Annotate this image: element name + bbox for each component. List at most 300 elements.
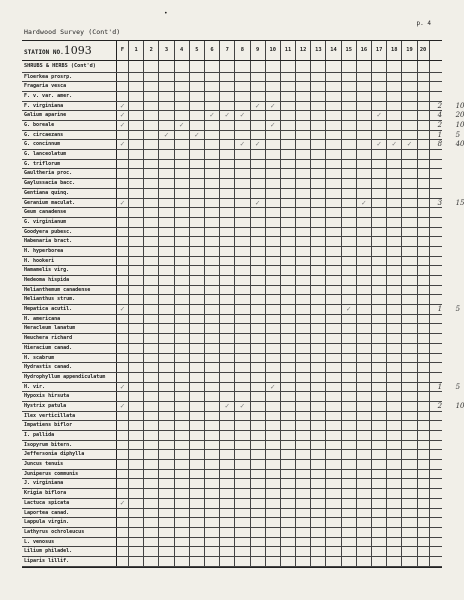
tally-cell <box>387 470 402 479</box>
tally-cell <box>418 160 430 169</box>
tally-cell <box>205 528 220 537</box>
tally-cell <box>235 373 250 382</box>
tally-cell <box>402 82 417 91</box>
tally-cell <box>326 218 341 227</box>
tally-cell <box>175 392 190 401</box>
tally-cell <box>144 334 159 343</box>
tally-cell <box>387 538 402 547</box>
species-name: Ilex verticillata <box>22 412 117 421</box>
tally-cell <box>129 228 144 237</box>
tally-cell <box>190 189 205 198</box>
table-row <box>22 247 442 257</box>
tally-cell <box>129 412 144 421</box>
tally-cell <box>190 402 205 411</box>
station-number: 1093 <box>63 44 92 57</box>
tally-cell <box>387 150 402 159</box>
tally-cell <box>117 169 129 178</box>
table-row <box>22 140 464 150</box>
species-name: Hydrophyllum appendiculatum <box>22 373 117 382</box>
section-blank-cell <box>311 61 326 72</box>
tally-cell <box>159 266 174 275</box>
tally-cell <box>129 509 144 518</box>
tally-cell <box>266 305 281 314</box>
tally-cell <box>220 179 235 188</box>
tally-cell <box>117 237 129 246</box>
tally-cell <box>190 354 205 363</box>
tally-cell <box>251 179 266 188</box>
tally-cell <box>402 363 417 372</box>
tally-cell <box>144 412 159 421</box>
tally-cell <box>220 538 235 547</box>
tally-cell <box>326 528 341 537</box>
tally-cell <box>387 266 402 275</box>
tally-cell <box>235 421 250 430</box>
tally-cell <box>235 247 250 256</box>
species-name: Hystrix patula <box>22 402 117 411</box>
tally-cell <box>326 82 341 91</box>
tally-cell <box>205 412 220 421</box>
species-name: Gaultheria proc. <box>22 169 117 178</box>
column-header-7: 7 <box>220 41 235 60</box>
check-mark: ✓ <box>119 305 126 314</box>
tally-cell <box>402 450 417 459</box>
tally-cell <box>296 412 311 421</box>
tally-cell <box>418 538 430 547</box>
tally-cell <box>251 344 266 353</box>
tally-cell <box>402 354 417 363</box>
tally-cell <box>266 92 281 101</box>
tally-cell <box>281 460 296 469</box>
tally-cell <box>190 412 205 421</box>
tally-cell <box>402 73 417 82</box>
tally-cell <box>418 295 430 304</box>
tally-cell <box>372 392 387 401</box>
tally-cell <box>190 73 205 82</box>
tally-cell <box>220 111 235 120</box>
tally-cell <box>175 450 190 459</box>
tally-cell <box>175 547 190 556</box>
tally-cell <box>205 450 220 459</box>
tally-cell <box>387 402 402 411</box>
summary-cell <box>430 189 442 198</box>
tally-cell <box>251 421 266 430</box>
tally-cell <box>342 266 357 275</box>
table-row <box>22 286 442 296</box>
tally-cell <box>117 450 129 459</box>
tally-cell <box>342 257 357 266</box>
tally-cell <box>357 324 372 333</box>
tally-cell <box>402 489 417 498</box>
check-mark: ✓ <box>119 101 126 110</box>
tally-cell <box>402 324 417 333</box>
tally-cell <box>144 286 159 295</box>
tally-cell <box>117 354 129 363</box>
tally-cell <box>175 266 190 275</box>
tally-cell <box>311 489 326 498</box>
check-mark: ✓ <box>178 121 185 130</box>
tally-cell <box>235 305 250 314</box>
tally-cell <box>311 305 326 314</box>
tally-cell <box>129 73 144 82</box>
tally-cell <box>251 228 266 237</box>
tally-cell <box>357 150 372 159</box>
species-name: Lathyrus ochroleucus <box>22 528 117 537</box>
column-header-3: 3 <box>159 41 174 60</box>
frequency-count: 1 <box>437 305 443 314</box>
column-header-15: 15 <box>342 41 357 60</box>
tally-cell <box>296 199 311 208</box>
tally-cell <box>117 111 129 120</box>
tally-cell <box>266 131 281 140</box>
tally-cell <box>117 102 129 111</box>
tally-cell <box>251 140 266 149</box>
tally-cell <box>326 441 341 450</box>
species-name: Habenaria bract. <box>22 237 117 246</box>
tally-cell <box>357 208 372 217</box>
tally-cell <box>144 470 159 479</box>
table-row <box>22 499 442 509</box>
tally-cell <box>266 547 281 556</box>
summary-cell <box>430 441 442 450</box>
table-row <box>22 334 442 344</box>
tally-cell <box>387 528 402 537</box>
table-row <box>22 479 442 489</box>
tally-cell <box>205 247 220 256</box>
tally-cell <box>357 334 372 343</box>
tally-cell <box>357 102 372 111</box>
stray-mark: • <box>164 10 168 17</box>
tally-cell <box>144 373 159 382</box>
tally-cell <box>326 392 341 401</box>
tally-cell <box>296 392 311 401</box>
tally-cell <box>205 363 220 372</box>
species-name: F. v. var. amer. <box>22 92 117 101</box>
tally-cell <box>266 237 281 246</box>
tally-cell <box>159 363 174 372</box>
tally-cell <box>357 547 372 556</box>
check-mark: ✓ <box>209 111 215 120</box>
section-blank-cell <box>418 61 430 72</box>
tally-cell <box>205 334 220 343</box>
tally-cell <box>175 92 190 101</box>
tally-cell <box>281 276 296 285</box>
tally-cell <box>175 286 190 295</box>
tally-cell <box>190 237 205 246</box>
tally-cell <box>418 102 430 111</box>
tally-cell <box>311 140 326 149</box>
tally-cell <box>342 363 357 372</box>
tally-cell <box>387 315 402 324</box>
tally-cell <box>311 92 326 101</box>
tally-cell <box>342 450 357 459</box>
species-name: Goodyera pubesc. <box>22 228 117 237</box>
species-name: Geranium maculat. <box>22 199 117 208</box>
tally-cell <box>235 92 250 101</box>
table-row <box>22 392 442 402</box>
tally-cell <box>357 257 372 266</box>
tally-cell <box>266 509 281 518</box>
tally-cell <box>175 489 190 498</box>
section-blank-cell <box>144 61 159 72</box>
table-row <box>22 130 461 141</box>
tally-cell <box>372 286 387 295</box>
tally-cell <box>205 150 220 159</box>
tally-cell <box>418 383 430 392</box>
tally-cell <box>251 102 266 111</box>
summary-cell <box>430 266 442 275</box>
tally-cell <box>251 92 266 101</box>
tally-cell <box>129 131 144 140</box>
tally-cell <box>205 286 220 295</box>
species-name: Gaylussacia bacc. <box>22 179 117 188</box>
tally-cell <box>159 218 174 227</box>
frequency-percent: 40 <box>455 140 464 149</box>
table-row <box>22 324 442 334</box>
tally-cell <box>357 518 372 527</box>
tally-cell <box>372 102 387 111</box>
check-mark: ✓ <box>119 401 126 410</box>
tally-cell <box>251 295 266 304</box>
tally-cell <box>129 315 144 324</box>
tally-cell <box>402 257 417 266</box>
tally-cell <box>372 344 387 353</box>
tally-cell <box>281 315 296 324</box>
tally-cell <box>144 431 159 440</box>
column-header-f: F <box>117 41 129 60</box>
tally-cell <box>129 189 144 198</box>
tally-cell <box>117 460 129 469</box>
tally-cell <box>326 402 341 411</box>
station-label: STATION NO. <box>24 49 64 56</box>
tally-cell <box>326 547 341 556</box>
tally-cell <box>387 354 402 363</box>
tally-cell <box>357 73 372 82</box>
summary-cell <box>430 412 442 421</box>
tally-cell <box>357 363 372 372</box>
tally-cell <box>235 218 250 227</box>
tally-cell <box>220 460 235 469</box>
summary-cell <box>430 276 442 285</box>
tally-cell <box>281 421 296 430</box>
tally-cell <box>129 334 144 343</box>
tally-cell <box>144 121 159 130</box>
table-row <box>22 150 442 160</box>
tally-cell <box>251 266 266 275</box>
tally-cell <box>205 392 220 401</box>
tally-cell <box>190 160 205 169</box>
tally-cell <box>296 237 311 246</box>
tally-cell <box>175 82 190 91</box>
species-name: G. virginianum <box>22 218 117 227</box>
column-header-18: 18 <box>387 41 402 60</box>
tally-cell <box>220 266 235 275</box>
tally-cell <box>326 286 341 295</box>
tally-cell <box>235 276 250 285</box>
tally-cell <box>281 247 296 256</box>
species-name: Laportea canad. <box>22 509 117 518</box>
tally-cell <box>220 344 235 353</box>
summary-cell <box>430 73 442 82</box>
tally-cell <box>357 373 372 382</box>
tally-cell <box>129 286 144 295</box>
tally-cell <box>296 121 311 130</box>
section-blank-cell <box>402 61 417 72</box>
tally-cell <box>159 470 174 479</box>
tally-cell <box>372 383 387 392</box>
tally-cell <box>281 237 296 246</box>
tally-cell <box>402 102 417 111</box>
tally-cell <box>326 150 341 159</box>
tally-cell <box>220 334 235 343</box>
section-blank-cell <box>251 61 266 72</box>
tally-cell <box>296 557 311 566</box>
tally-cell <box>159 489 174 498</box>
tally-cell <box>220 208 235 217</box>
tally-cell <box>311 392 326 401</box>
tally-cell <box>205 160 220 169</box>
tally-cell <box>220 354 235 363</box>
tally-cell <box>281 131 296 140</box>
tally-cell <box>296 460 311 469</box>
summary-cell <box>430 450 442 459</box>
tally-cell <box>418 431 430 440</box>
tally-cell <box>266 557 281 566</box>
tally-cell <box>251 460 266 469</box>
tally-cell <box>251 373 266 382</box>
section-blank-cell <box>357 61 372 72</box>
tally-cell <box>387 189 402 198</box>
tally-cell <box>205 131 220 140</box>
tally-cell <box>235 160 250 169</box>
species-name: Juncus tenuis <box>22 460 117 469</box>
tally-cell <box>372 247 387 256</box>
tally-cell <box>326 257 341 266</box>
tally-cell <box>296 228 311 237</box>
tally-cell <box>418 373 430 382</box>
tally-cell <box>402 237 417 246</box>
tally-cell <box>251 160 266 169</box>
frequency-count: 1 <box>437 382 443 391</box>
tally-cell <box>281 295 296 304</box>
tally-cell <box>342 218 357 227</box>
tally-cell <box>175 479 190 488</box>
tally-cell <box>372 557 387 566</box>
tally-cell <box>402 538 417 547</box>
tally-cell <box>205 276 220 285</box>
tally-cell <box>357 499 372 508</box>
tally-cell <box>357 489 372 498</box>
tally-cell <box>281 160 296 169</box>
tally-cell <box>266 528 281 537</box>
tally-cell <box>190 305 205 314</box>
tally-cell <box>144 218 159 227</box>
tally-cell <box>387 160 402 169</box>
tally-cell <box>281 199 296 208</box>
tally-cell <box>281 73 296 82</box>
tally-cell <box>418 460 430 469</box>
frequency-count: 2 <box>437 101 443 110</box>
column-header-14: 14 <box>326 41 341 60</box>
check-mark: ✓ <box>163 130 170 139</box>
tally-cell <box>220 315 235 324</box>
tally-cell <box>387 102 402 111</box>
species-name: G. boreale <box>22 121 117 130</box>
tally-cell <box>418 412 430 421</box>
section-blank-cell <box>159 61 174 72</box>
tally-cell <box>235 412 250 421</box>
tally-cell <box>387 140 402 149</box>
tally-cell <box>205 402 220 411</box>
tally-cell <box>266 460 281 469</box>
tally-cell <box>311 557 326 566</box>
tally-cell <box>251 82 266 91</box>
tally-cell <box>387 305 402 314</box>
tally-cell <box>418 363 430 372</box>
tally-cell <box>159 179 174 188</box>
tally-cell <box>175 257 190 266</box>
tally-cell <box>159 73 174 82</box>
frequency-percent: 20 <box>455 111 464 120</box>
tally-cell <box>251 538 266 547</box>
tally-cell <box>205 208 220 217</box>
tally-cell <box>144 538 159 547</box>
tally-cell <box>387 441 402 450</box>
summary-cell <box>430 247 442 256</box>
tally-cell <box>205 121 220 130</box>
tally-cell <box>117 518 129 527</box>
tally-cell <box>402 315 417 324</box>
tally-cell <box>190 266 205 275</box>
tally-cell <box>129 344 144 353</box>
tally-cell <box>235 179 250 188</box>
tally-cell <box>159 111 174 120</box>
frequency-percent: 10 <box>455 121 464 130</box>
tally-cell <box>144 228 159 237</box>
tally-cell <box>117 509 129 518</box>
tally-cell <box>251 431 266 440</box>
tally-cell <box>175 276 190 285</box>
tally-cell <box>402 509 417 518</box>
tally-cell <box>296 354 311 363</box>
table-row <box>22 528 442 538</box>
tally-cell <box>129 199 144 208</box>
table-row <box>22 382 461 393</box>
tally-cell <box>296 150 311 159</box>
tally-cell <box>251 509 266 518</box>
tally-cell <box>129 150 144 159</box>
tally-cell <box>129 266 144 275</box>
tally-cell <box>117 538 129 547</box>
tally-cell <box>311 199 326 208</box>
check-mark: ✓ <box>119 140 126 149</box>
tally-cell <box>387 218 402 227</box>
tally-cell <box>175 354 190 363</box>
tally-cell <box>190 518 205 527</box>
tally-cell <box>159 315 174 324</box>
tally-cell <box>175 538 190 547</box>
tally-cell <box>159 392 174 401</box>
summary-cell <box>430 401 464 411</box>
tally-cell <box>175 121 190 130</box>
tally-cell <box>281 470 296 479</box>
tally-cell <box>418 92 430 101</box>
tally-cell <box>175 247 190 256</box>
summary-cell <box>430 169 442 178</box>
tally-cell <box>281 344 296 353</box>
tally-cell <box>326 179 341 188</box>
section-blank-cell <box>235 61 250 72</box>
tally-cell <box>205 344 220 353</box>
